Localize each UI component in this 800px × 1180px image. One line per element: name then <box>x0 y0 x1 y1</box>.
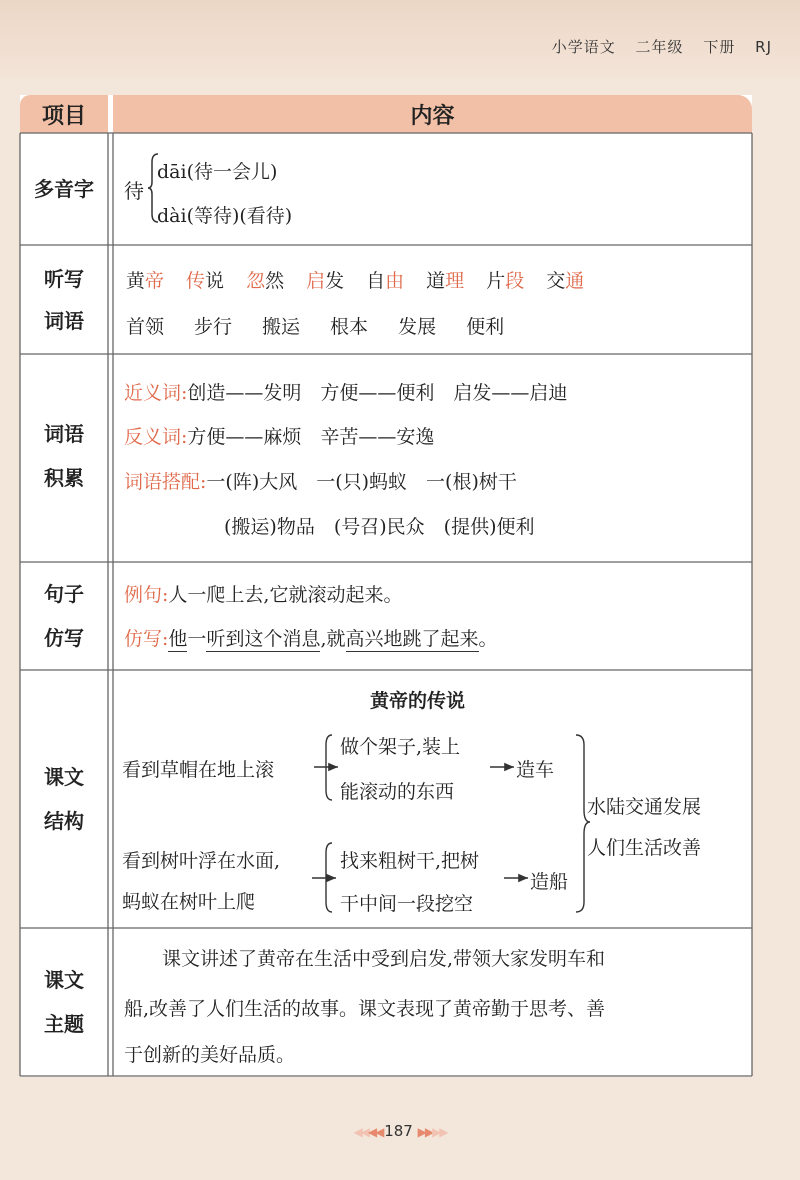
label-dictation-line2: 词语 <box>44 309 84 333</box>
label-sentence-line1: 句子 <box>44 582 84 606</box>
header-edition: RJ <box>755 38 772 56</box>
next-arrows-icon: ▶▶ <box>432 1125 447 1139</box>
polyphone-reading-1: dāi(待一会儿) <box>157 161 278 183</box>
theme-line-2: 船,改善了人们生活的故事。课文表现了黄帝勤于思考、善 <box>124 998 606 1020</box>
synonyms-line <box>124 378 567 405</box>
dictation-word: 忽然 <box>246 270 285 292</box>
dictation-row-2 <box>126 312 504 339</box>
label-structure-line2: 结构 <box>44 809 84 833</box>
antonyms-label: 反义词: <box>124 426 188 448</box>
label-vocab-line2: 积累 <box>44 466 84 490</box>
header-term: 下册 <box>703 38 736 56</box>
example-text: 人一爬上去,它就滚动起来。 <box>168 584 403 606</box>
label-theme-line2: 主题 <box>44 1012 84 1036</box>
dictation-word: 黄帝 <box>126 270 165 292</box>
dictation-word: 道理 <box>426 270 465 292</box>
summary-line-1: 水陆交通发展 <box>587 796 702 818</box>
synonyms-label: 近义词: <box>124 382 188 404</box>
synonyms-text: 创造——发明 方便——便利 启发——启迪 <box>187 382 568 404</box>
cause-2-line-2: 蚂蚁在树叶上爬 <box>122 891 256 913</box>
label-theme-line1: 课文 <box>44 968 84 992</box>
dictation-word: 自由 <box>366 270 405 292</box>
action-2-line-1: 找来粗树干,把树 <box>340 850 480 872</box>
imitate-part-4: ,就 <box>320 628 346 650</box>
page-number: 187 <box>384 1122 413 1140</box>
prev-arrows-icon: ◀◀ <box>353 1125 368 1139</box>
action-2-line-2: 干中间一段挖空 <box>340 893 474 915</box>
label-structure-line1: 课文 <box>44 765 84 789</box>
theme-line-1: 课文讲述了黄帝在生活中受到启发,带领大家发明车和 <box>162 948 606 970</box>
antonyms-line <box>124 422 434 449</box>
dictation-word: 片段 <box>486 270 525 292</box>
dictation-word: 便利 <box>466 316 505 338</box>
result-1: 造车 <box>516 759 555 781</box>
cause-2-line-1: 看到树叶浮在水面, <box>122 850 281 872</box>
column-header-item: 项目 <box>20 95 108 133</box>
dictation-word: 发展 <box>398 316 437 338</box>
label-vocab <box>20 412 108 500</box>
header-subject: 小学语文 <box>551 38 616 56</box>
imitate-part-3: 听到这个消息 <box>206 628 321 650</box>
theme-line-3: 于创新的美好品质。 <box>124 1044 296 1066</box>
column-header-content: 内容 <box>113 95 752 133</box>
action-1-line-1: 做个架子,装上 <box>340 736 461 758</box>
dictation-word: 传说 <box>186 270 225 292</box>
collocation-text-1: 一(阵)大风 一(只)蚂蚁 一(根)树干 <box>206 471 517 493</box>
imitate-label: 仿写: <box>124 628 169 650</box>
collocation-line-2: (搬运)物品 (号召)民众 (提供)便利 <box>224 516 535 538</box>
dictation-word: 首领 <box>126 316 165 338</box>
result-2: 造船 <box>530 871 569 893</box>
collocation-label: 词语搭配: <box>124 471 207 493</box>
summary-line-2: 人们生活改善 <box>587 837 702 859</box>
next-arrows-icon: ▶▶ <box>417 1125 433 1139</box>
imitate-part-1: 他 <box>168 628 188 650</box>
action-1-line-2: 能滚动的东西 <box>340 781 455 803</box>
page-header-info <box>538 36 772 57</box>
label-theme <box>20 958 108 1046</box>
page-footer <box>0 1122 800 1140</box>
dictation-word: 根本 <box>330 316 369 338</box>
imitate-part-2: 一 <box>187 628 207 650</box>
imitate-part-5: 高兴地跳了起来 <box>345 628 479 650</box>
dictation-word: 搬运 <box>262 316 301 338</box>
dictation-word: 步行 <box>194 316 233 338</box>
label-vocab-line1: 词语 <box>44 422 84 446</box>
imitate-part-6: 。 <box>478 628 498 650</box>
label-sentence <box>20 572 108 660</box>
collocation-line-1 <box>124 467 517 494</box>
imitate-sentence-line <box>124 624 498 651</box>
dictation-word: 启发 <box>306 270 345 292</box>
header-grade: 二年级 <box>635 38 684 56</box>
label-dictation <box>20 258 108 342</box>
dictation-row-1 <box>126 266 584 293</box>
label-structure <box>20 755 108 843</box>
polyphone-reading-2: dài(等待)(看待) <box>157 205 293 227</box>
antonyms-text: 方便——麻烦 辛苦——安逸 <box>187 426 435 448</box>
label-dictation-line1: 听写 <box>44 267 84 291</box>
cause-1: 看到草帽在地上滚 <box>122 759 275 781</box>
polyphone-char: 待 <box>124 179 144 203</box>
structure-title: 黄帝的传说 <box>370 690 466 712</box>
label-polyphone: 多音字 <box>34 177 94 201</box>
example-label: 例句: <box>124 584 169 606</box>
example-sentence-line <box>124 580 402 607</box>
prev-arrows-icon: ◀◀ <box>367 1125 385 1139</box>
dictation-word: 交通 <box>546 270 585 292</box>
label-sentence-line2: 仿写 <box>44 626 84 650</box>
